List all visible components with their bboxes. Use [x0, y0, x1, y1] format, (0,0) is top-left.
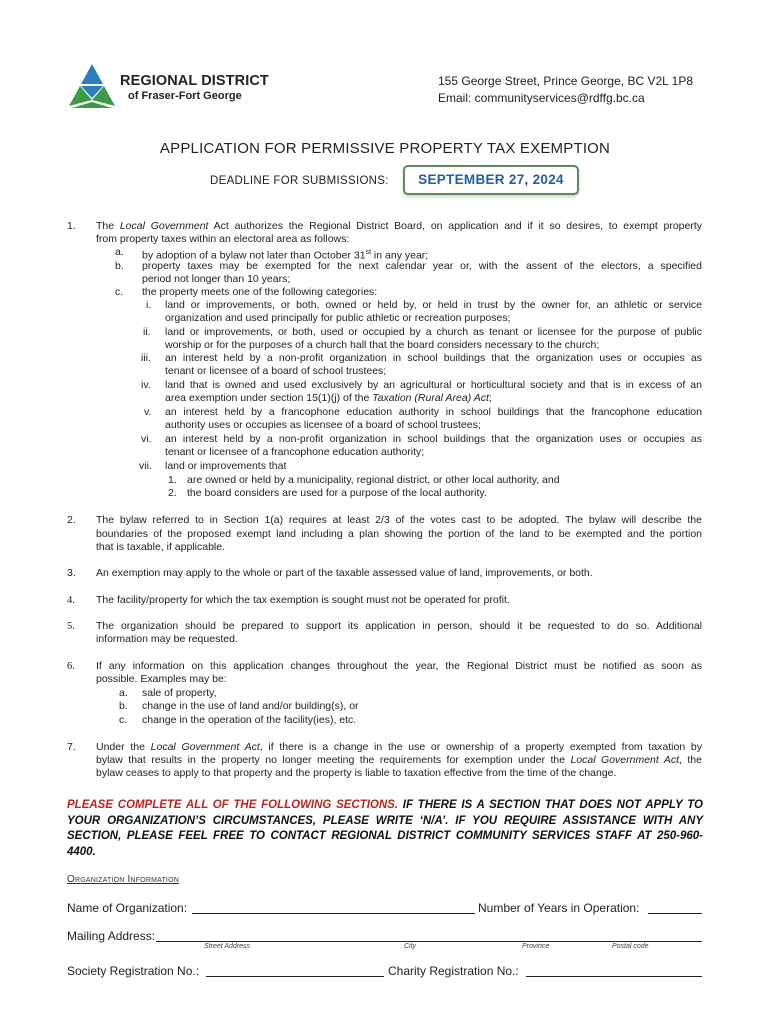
section-1ciii-text-2: tenant or licensee of a board of school trustees; [165, 365, 387, 377]
section-4-text: The facility/property for which the tax exemption is sought must not be operated for profit. [96, 594, 510, 606]
society-registration-field[interactable] [206, 976, 384, 977]
section-2-line-1: The bylaw referred to in Section 1(a) requires at least 2/3 of the votes cast to be adopted. The bylaw will describe the [96, 514, 702, 526]
text-italic: Local Government Act [150, 741, 260, 753]
section-1cvii-text: land or improvements that [165, 460, 287, 472]
section-1civ-text-2 [165, 392, 492, 405]
section-6a-text: sale of property, [142, 687, 217, 699]
text: by adoption of a bylaw not later than October 31 [142, 249, 366, 262]
section-5-number: 5. [67, 621, 75, 632]
text: Act authorizes the Regional District Board, on application and if it so desires, to exempt property [208, 220, 703, 232]
text: bylaw that results in the property no longer meeting the requirements for exemption under the [96, 754, 571, 766]
logo-title: REGIONAL DISTRICT [120, 73, 269, 89]
list-marker: ii. [143, 326, 151, 338]
mailing-address-field[interactable] [156, 941, 702, 942]
text: in any year; [371, 249, 429, 262]
section-1cvii-1-text: are owned or held by a municipality, regional district, or other local authority, and [187, 474, 560, 486]
instructions-warning [67, 798, 703, 860]
name-of-organization-field[interactable] [192, 913, 475, 914]
section-6-line-1: If any information on this application changes throughout the year, the Regional District must be notified as soon as [96, 660, 702, 672]
text: area exemption under section 15(1)(j) of the [165, 392, 373, 404]
section-1cv-text-2: authority uses or occupies as licensee of a board of school trustees; [165, 419, 481, 431]
section-5-line-2: information may be requested. [96, 633, 238, 645]
email: Email: communityservices@rdffg.bc.ca [438, 91, 645, 105]
deadline-date: SEPTEMBER 27, 2024 [418, 172, 564, 187]
section-1c-text: the property meets one of the following categories: [142, 286, 378, 298]
street-address-caption: Street Address [204, 943, 251, 950]
name-of-organization-label: Name of Organization: [67, 901, 188, 915]
city-caption: City [404, 943, 417, 950]
organization-info-heading: Organization Information [67, 874, 179, 885]
section-6b-text: change in the use of land and/or building(s), or [142, 700, 359, 712]
list-marker: v. [144, 406, 152, 418]
text: , the [679, 754, 702, 766]
section-2-line-2: boundaries of the proposed exempt land including a plan showing the portion of the land to be exempted and the portion [96, 528, 702, 540]
section-6-line-2: possible. Examples may be: [96, 673, 227, 685]
list-marker: b. [119, 700, 128, 712]
contact-block [438, 73, 693, 107]
section-7-line-2 [96, 754, 702, 767]
section-7-line-1 [96, 741, 702, 754]
section-1ciii-text-1: an interest held by a non-profit organization in school buildings that the organization uses or occupies as [165, 352, 702, 364]
section-1cv-text-1: an interest held by a francophone education authority in school buildings that the francophone education [165, 406, 702, 418]
section-1cvi-text-2: tenant or licensee of a francophone education authority; [165, 446, 425, 458]
charity-registration-field[interactable] [526, 976, 702, 977]
years-in-operation-label: Number of Years in Operation: [478, 901, 640, 915]
text: ; [488, 392, 492, 404]
regional-district-logo-icon [66, 64, 118, 108]
section-5-line-1: The organization should be prepared to support its application in person, should it be requested to do so. Additional [96, 620, 702, 632]
text-italic: Local Government [119, 220, 209, 232]
warning-text: IF THERE IS A SECTION THAT DOES NOT APPLY TO YOUR ORGANIZATION’S CIRCUMSTANCES, PLEASE WRITE ‘N/A’. IF YOU REQUIRE ASSISTANCE WITH ANY SECTION, PLEASE FEEL FREE TO CONTACT REGIONAL DISTRICT COMMUNITY SERVICES STAFF AT 250-960-4400. [67, 799, 703, 858]
section-1-intro [96, 220, 702, 233]
list-marker: 1. [168, 474, 177, 486]
section-1cvii-2-text: the board considers are used for a purpose of the local authority. [187, 487, 487, 499]
section-7-line-3: bylaw ceases to apply to that property and the property is liable to taxation effective from the time of the change. [96, 767, 617, 779]
postal-code-caption: Postal code [612, 943, 649, 950]
logo-subtitle: of Fraser-Fort George [128, 90, 242, 102]
section-1b-text-2: period not longer than 10 years; [142, 273, 291, 285]
address: 155 George Street, Prince George, BC V2L 1P8 [438, 74, 694, 88]
list-marker: a. [115, 246, 124, 258]
deadline-label: DEADLINE FOR SUBMISSIONS: [210, 175, 389, 187]
section-2-number: 2. [67, 514, 76, 526]
superscript: st [365, 249, 372, 256]
list-marker: i. [146, 299, 152, 311]
text-italic: Local Government Act [570, 754, 680, 766]
section-4-number: 4. [67, 595, 75, 606]
list-marker: iv. [141, 379, 151, 391]
text: The [96, 220, 120, 232]
section-1-number: 1. [67, 220, 76, 232]
section-1-intro-2: from property taxes within an electoral area as follows: [96, 233, 350, 245]
list-marker: a. [119, 687, 128, 699]
list-marker: vii. [139, 460, 152, 472]
text: Under the [96, 741, 151, 753]
list-marker: iii. [141, 352, 151, 364]
mailing-address-label: Mailing Address: [67, 929, 156, 943]
section-6-number: 6. [67, 661, 75, 672]
list-marker: c. [119, 714, 128, 726]
text: , if there is a change in the use or ownership of a property exempted from taxation by [259, 741, 702, 753]
section-3-text: An exemption may apply to the whole or part of the taxable assessed value of land, improvements, or both. [96, 567, 593, 579]
section-3-number: 3. [67, 567, 76, 579]
section-1ci-text-1: land or improvements, or both, owned or held by, or held in trust by the owner for, an athletic or service [165, 299, 702, 311]
section-1cvi-text-1: an interest held by a non-profit organization in school buildings that the organization uses or occupies as [165, 433, 702, 445]
list-marker: 2. [168, 487, 177, 499]
society-registration-label: Society Registration No.: [67, 964, 200, 978]
section-2-line-3: that is taxable, if applicable. [96, 541, 225, 553]
list-marker: vi. [141, 433, 152, 445]
section-1b-text-1: property taxes may be exempted for the next calendar year or, with the assent of the electors, a specified [142, 260, 702, 272]
section-1ci-text-2: organization and used principally for public athletic or recreation purposes; [165, 312, 511, 324]
section-1cii-text-2: worship or for the purposes of a church hall that the board considers necessary to the church; [165, 339, 600, 351]
section-6c-text: change in the operation of the facility(ies), etc. [142, 714, 357, 726]
list-marker: b. [115, 260, 124, 272]
section-1cii-text-1: land or improvements, or both, used or occupied by a church as tenant or licensee for the purpose of public [165, 326, 702, 338]
list-marker: c. [115, 286, 124, 298]
province-caption: Province [522, 943, 550, 950]
charity-registration-label: Charity Registration No.: [388, 964, 519, 978]
text-italic: Taxation (Rural Area) Act [372, 392, 489, 404]
section-7-number: 7. [67, 741, 76, 753]
warning-red-text: PLEASE COMPLETE ALL OF THE FOLLOWING SECTIONS. [67, 799, 399, 811]
years-in-operation-field[interactable] [648, 913, 702, 914]
section-1civ-text-1: land that is owned and used exclusively by an agricultural or horticultural society and that is in excess of an [165, 379, 702, 391]
page-title: APPLICATION FOR PERMISSIVE PROPERTY TAX EXEMPTION [159, 140, 611, 157]
